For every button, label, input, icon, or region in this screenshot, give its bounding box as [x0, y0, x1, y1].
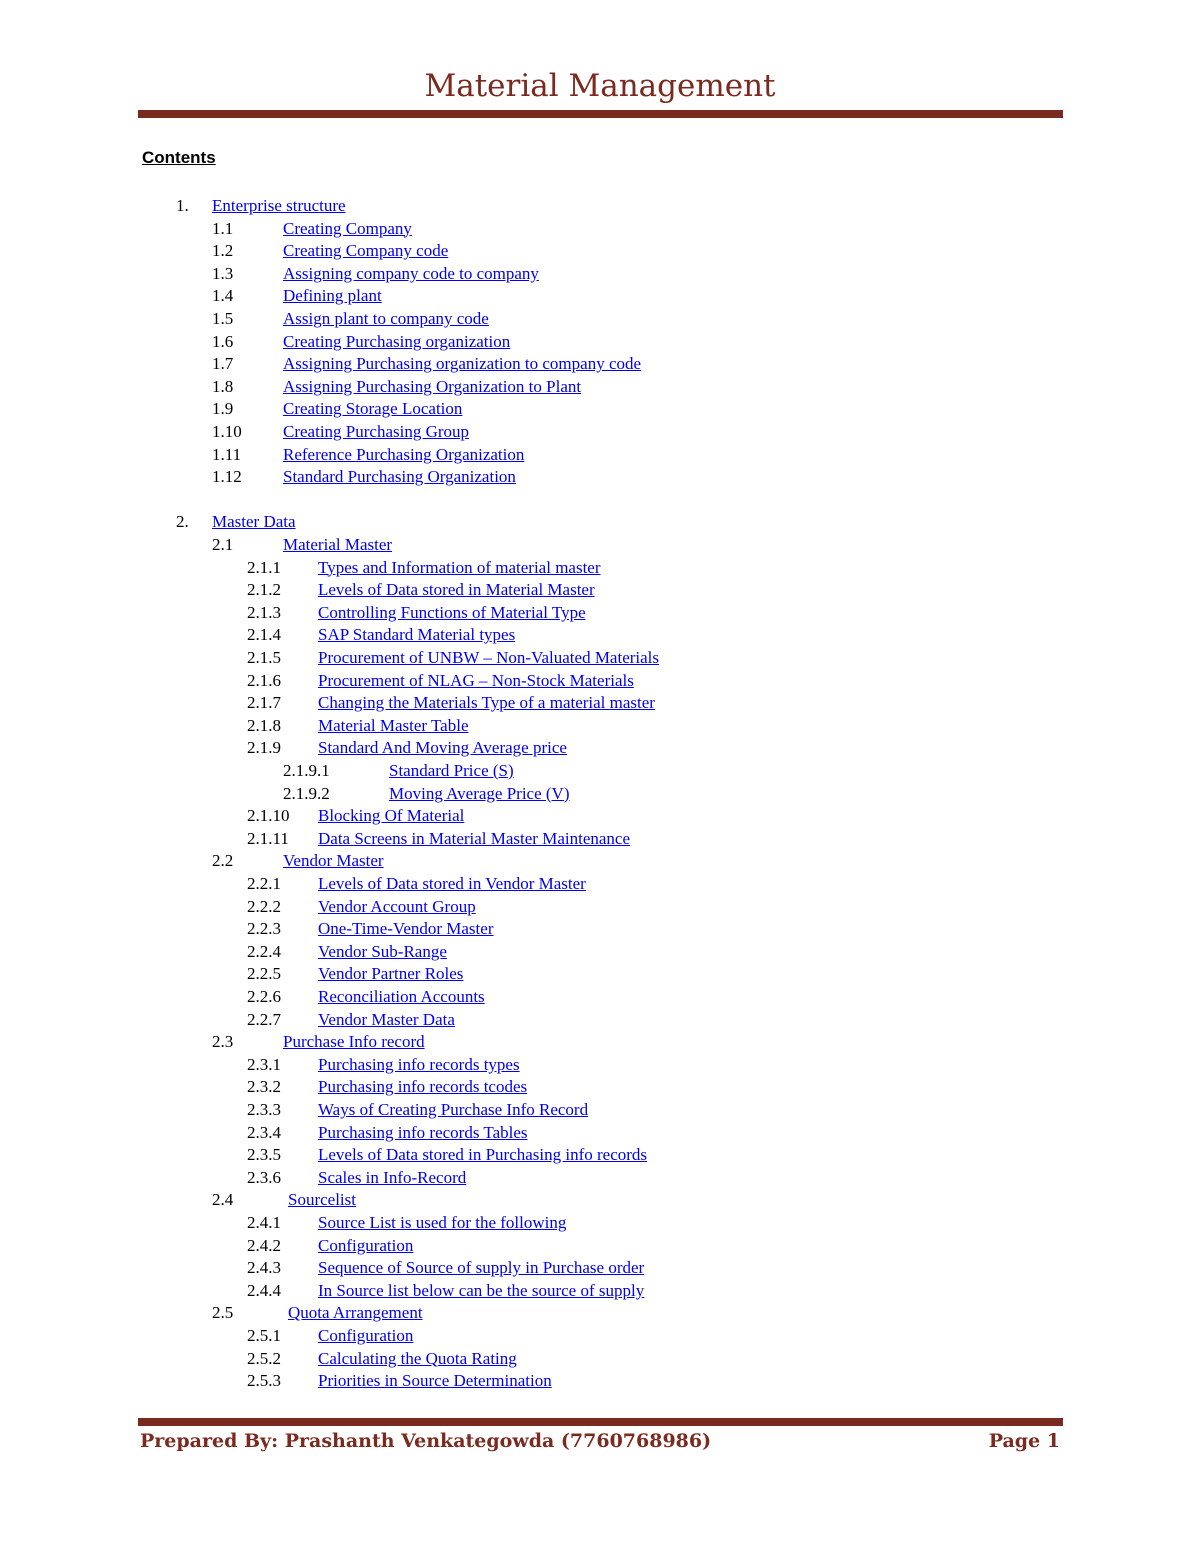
toc-entry-number: 2.5.1	[247, 1326, 281, 1345]
toc-entry-number: 2.1.9.2	[283, 783, 330, 803]
toc-entry-number: 1.2	[212, 241, 234, 261]
toc-entry-link[interactable]: Calculating the Quota Rating	[318, 1348, 517, 1368]
toc-entry-number: 2.3.3	[247, 1100, 281, 1119]
toc-entry	[0, 466, 1200, 488]
toc-entry	[0, 353, 1200, 375]
toc-entry-number: 2.1	[212, 535, 234, 554]
toc-entry	[0, 511, 1200, 533]
toc-entry-link[interactable]: Purchasing info records tcodes	[318, 1077, 528, 1097]
toc-entry-number: 2.	[176, 512, 189, 532]
toc-entry-link[interactable]: Purchasing info records types	[318, 1054, 520, 1074]
toc-entry	[0, 285, 1200, 307]
toc-entry-number: 1.9	[212, 399, 234, 419]
toc-entry-number: 1.11	[212, 444, 242, 464]
toc-entry	[0, 195, 1200, 217]
toc-entry-number: 2.1.2	[247, 580, 281, 600]
toc-entry-number: 2.1.3	[247, 602, 281, 622]
toc-entry-link[interactable]: Vendor Partner Roles	[318, 964, 464, 984]
toc-entry-number: 2.1.9	[247, 738, 281, 758]
toc-entry-link[interactable]: Moving Average Price (V)	[389, 783, 570, 803]
toc-entry-number: 2.1.4	[247, 625, 281, 645]
toc-entry-number: 2.1.5	[247, 648, 281, 667]
toc-entry-link[interactable]: Source List is used for the following	[318, 1213, 567, 1232]
toc-entry	[0, 1076, 1200, 1098]
toc-entry-number: 2.3.2	[247, 1077, 281, 1097]
toc-entry-number: 2.4.3	[247, 1258, 281, 1278]
toc-entry-link[interactable]: Creating Purchasing organization	[283, 331, 511, 351]
toc-entry-number: 2.5.3	[247, 1371, 281, 1391]
toc-entry-link[interactable]: Reconciliation Accounts	[318, 987, 485, 1006]
toc-entry-link[interactable]: Levels of Data stored in Purchasing info records	[318, 1145, 648, 1165]
footer-prepared-by: Prepared By: Prashanth Venkategowda (7760768986)	[140, 1430, 712, 1452]
toc-entry-number: 1.4	[212, 286, 234, 306]
toc-entry-link[interactable]: Configuration	[318, 1235, 414, 1255]
toc-entry-link[interactable]: Material Master	[283, 535, 393, 554]
toc-entry-number: 2.1.9.1	[283, 761, 330, 780]
toc-entry-number: 1.	[176, 196, 189, 215]
toc-entry-link[interactable]: Vendor Sub-Range	[318, 941, 447, 961]
toc-entry	[0, 218, 1200, 240]
toc-entry-link[interactable]: Levels of Data stored in Material Master	[318, 580, 595, 600]
toc-entry	[0, 557, 1200, 579]
toc-entry-link[interactable]: Procurement of UNBW – Non-Valuated Materials	[318, 648, 660, 667]
toc-entry	[0, 670, 1200, 692]
toc-entry-number: 2.3	[212, 1032, 234, 1052]
toc-entry-link[interactable]: Master Data	[212, 512, 296, 532]
toc-entry-link[interactable]: Levels of Data stored in Vendor Master	[318, 874, 586, 893]
toc-entry-link[interactable]: One-Time-Vendor Master	[318, 919, 494, 939]
toc-entry-number: 1.1	[212, 218, 234, 238]
toc-entry-number: 2.2	[212, 851, 234, 871]
toc-entry-number: 2.4.1	[247, 1213, 281, 1232]
toc-entry-link[interactable]: Standard Price (S)	[389, 761, 514, 780]
toc-entry-link[interactable]: Assigning company code to company	[283, 263, 539, 283]
document-title: Material Management	[424, 68, 776, 104]
toc-entry	[0, 534, 1200, 556]
toc-entry	[0, 1302, 1200, 1324]
toc-entry-link[interactable]: Enterprise structure	[212, 196, 346, 215]
toc-entry-number: 2.5.2	[247, 1348, 281, 1368]
toc-entry-link[interactable]: Vendor Master	[283, 851, 384, 871]
toc-entry	[0, 918, 1200, 940]
toc-entry	[0, 986, 1200, 1008]
footer-page-number: Page 1	[988, 1430, 1060, 1452]
toc-entry-link[interactable]: Types and Information of material master	[318, 557, 601, 577]
toc-entry-link[interactable]: Quota Arrangement	[288, 1303, 423, 1323]
toc-entry-link[interactable]: Assigning Purchasing organization to company code	[283, 354, 642, 374]
toc-entry	[0, 331, 1200, 353]
toc-entry-number: 2.1.8	[247, 715, 281, 735]
toc-entry-number: 2.2.7	[247, 1009, 281, 1029]
toc-entry-link[interactable]: Creating Company	[283, 218, 412, 238]
toc-entry	[0, 1144, 1200, 1166]
toc-entry	[0, 240, 1200, 262]
toc-entry	[0, 1348, 1200, 1370]
toc-entry	[0, 1054, 1200, 1076]
toc-entry-link[interactable]: Blocking Of Material	[318, 806, 465, 826]
toc-entry-number: 2.2.6	[247, 987, 281, 1006]
toc-entry-number: 2.3.6	[247, 1167, 281, 1187]
toc-entry-link[interactable]: Assign plant to company code	[283, 309, 489, 328]
toc-entry-link[interactable]: Creating Storage Location	[283, 399, 463, 419]
toc-entry-link[interactable]: Standard Purchasing Organization	[283, 467, 516, 487]
toc-entry	[0, 828, 1200, 850]
toc-entry-number: 1.7	[212, 354, 234, 374]
toc-entry-number: 2.3.4	[247, 1122, 281, 1142]
toc-entry	[0, 1212, 1200, 1234]
toc-entry	[0, 715, 1200, 737]
toc-entry	[0, 941, 1200, 963]
toc-entry	[0, 1122, 1200, 1144]
toc-entry	[0, 1257, 1200, 1279]
toc-entry	[0, 1167, 1200, 1189]
toc-entry-number: 2.3.5	[247, 1145, 281, 1165]
toc-entry-link[interactable]: Purchasing info records Tables	[318, 1122, 528, 1142]
toc-entry-number: 2.2.1	[247, 874, 281, 893]
toc-entry	[0, 692, 1200, 714]
toc-entry	[0, 579, 1200, 601]
toc-entry-number: 1.3	[212, 263, 234, 283]
toc-entry-number: 2.3.1	[247, 1054, 281, 1074]
toc-entry	[0, 896, 1200, 918]
toc-entry-number: 2.2.4	[247, 941, 281, 961]
toc-entry-number: 2.1.6	[247, 670, 281, 690]
toc-entry-link[interactable]: Creating Company code	[283, 241, 449, 261]
toc-entry-link[interactable]: Defining plant	[283, 286, 382, 306]
toc-entry-number: 2.2.2	[247, 896, 281, 916]
toc-entry-link[interactable]: Scales in Info-Record	[318, 1167, 467, 1187]
footer-rule	[138, 1418, 1063, 1426]
toc-entry-link[interactable]: Changing the Materials Type of a material master	[318, 693, 655, 713]
toc-entry	[0, 783, 1200, 805]
toc-entry	[0, 376, 1200, 398]
toc-entry-number: 2.4	[212, 1190, 234, 1210]
toc-entry	[0, 873, 1200, 895]
toc-entry	[0, 1280, 1200, 1302]
toc-entry	[0, 1099, 1200, 1121]
toc-entry	[0, 1325, 1200, 1347]
contents-heading: Contents	[142, 148, 216, 167]
toc-entry-link[interactable]: Configuration	[318, 1326, 414, 1345]
toc-entry-link[interactable]: Priorities in Source Determination	[318, 1371, 552, 1391]
toc-entry	[0, 1189, 1200, 1211]
toc-entry	[0, 624, 1200, 646]
toc-entry-link[interactable]: Sourcelist	[288, 1190, 356, 1210]
toc-entry	[0, 1031, 1200, 1053]
toc-entry	[0, 308, 1200, 330]
toc-entry-number: 2.1.1	[247, 557, 281, 577]
toc-entry-link[interactable]: Vendor Account Group	[318, 896, 476, 916]
toc-entry-link[interactable]: Controlling Functions of Material Type	[318, 602, 586, 622]
toc-entry-link[interactable]: Data Screens in Material Master Maintenance	[318, 828, 631, 848]
toc-entry-number: 1.10	[212, 422, 242, 441]
toc-entry-link[interactable]: Reference Purchasing Organization	[283, 444, 525, 464]
toc-entry	[0, 963, 1200, 985]
toc-entry-number: 2.1.10	[247, 806, 290, 826]
toc-entry-number: 1.12	[212, 467, 242, 487]
toc-entry	[0, 760, 1200, 782]
toc-entry-number: 2.5	[212, 1303, 234, 1323]
toc-entry-number: 1.5	[212, 309, 234, 328]
toc-entry-link[interactable]: Procurement of NLAG – Non-Stock Materials	[318, 670, 634, 690]
toc-entry	[0, 602, 1200, 624]
toc-entry	[0, 737, 1200, 759]
toc-entry-link[interactable]: Purchase Info record	[283, 1032, 425, 1052]
toc-entry	[0, 1235, 1200, 1257]
toc-entry	[0, 421, 1200, 443]
toc-entry-link[interactable]: Creating Purchasing Group	[283, 422, 470, 441]
toc-entry-number: 2.2.5	[247, 964, 281, 984]
toc-entry-link[interactable]: Ways of Creating Purchase Info Record	[318, 1100, 589, 1119]
toc-entry	[0, 805, 1200, 827]
toc-entry-link[interactable]: Material Master Table	[318, 715, 469, 735]
toc-entry	[0, 1009, 1200, 1031]
toc-entry-link[interactable]: Standard And Moving Average price	[318, 738, 567, 758]
toc-entry-number: 1.8	[212, 376, 234, 396]
toc-entry	[0, 444, 1200, 466]
toc-entry-link[interactable]: Vendor Master Data	[318, 1009, 455, 1029]
toc-entry	[0, 1370, 1200, 1392]
toc-entry-link[interactable]: Assigning Purchasing Organization to Plant	[283, 376, 582, 396]
toc-entry-number: 2.4.2	[247, 1235, 281, 1255]
toc-entry	[0, 850, 1200, 872]
toc-entry-number: 2.2.3	[247, 919, 281, 939]
toc-entry-number: 1.6	[212, 331, 234, 351]
toc-entry	[0, 398, 1200, 420]
toc-entry	[0, 647, 1200, 669]
toc-entry-number: 2.1.7	[247, 693, 281, 713]
toc-entry-number: 2.1.11	[247, 828, 289, 848]
toc-entry-link[interactable]: Sequence of Source of supply in Purchase order	[318, 1258, 645, 1278]
toc-entry	[0, 263, 1200, 285]
toc-entry-link[interactable]: SAP Standard Material types	[318, 625, 516, 645]
toc-entry-link[interactable]: In Source list below can be the source of supply	[318, 1280, 645, 1300]
toc-entry-number: 2.4.4	[247, 1280, 281, 1300]
